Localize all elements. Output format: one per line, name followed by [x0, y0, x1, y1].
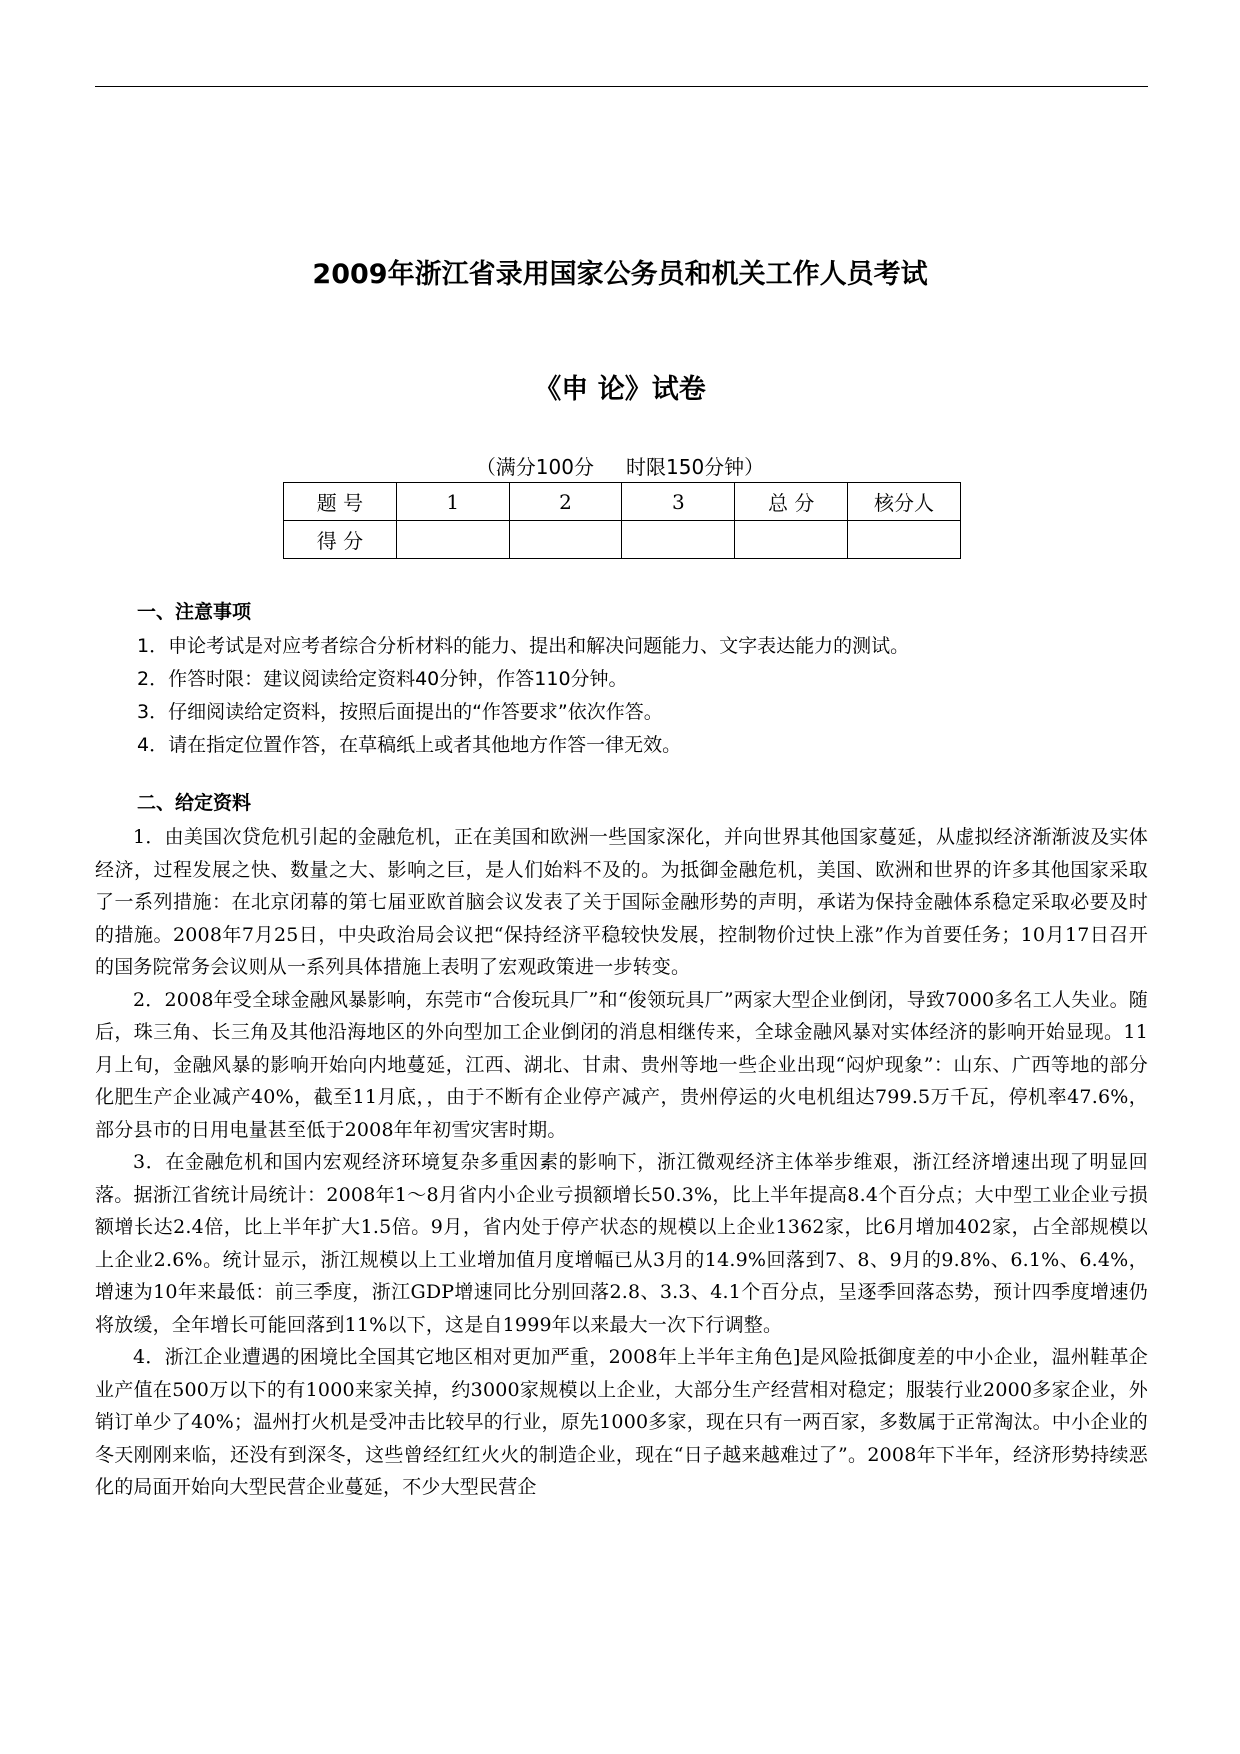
table-cell: 总 分 [735, 483, 848, 521]
material-paragraph: 1．由美国次贷危机引起的金融危机，正在美国和欧洲一些国家深化，并向世界其他国家蔓延，从虚拟经济渐渐波及实体经济，过程发展之快、数量之大、影响之巨，是人们始料不及的。为抵御金融危机，美国、欧洲和世界的许多其他国家采取了一系列措施：在北京闭幕的第七届亚欧首脑会议发表了关于国际金融形势的声明，承诺为保持金融体系稳定采取必要及时的措施。2008年7月25日，中央政治局会议把“保持经济平稳较快发展，控制物价过快上涨”作为首要任务；10月17日召开的国务院常务会议则从一系列具体措施上表明了宏观政策进一步转变。 [95, 826, 1148, 978]
time-limit-text: 时限150分钟） [626, 455, 765, 479]
table-cell: 得 分 [284, 521, 397, 559]
score-cell-2 [509, 521, 622, 559]
full-score-text: （满分100分 [475, 455, 594, 479]
score-table [283, 482, 961, 559]
score-table-header-row [284, 483, 961, 521]
notice-heading: 一、注意事项 [137, 601, 252, 623]
table-cell: 2 [509, 483, 622, 521]
material-paragraph: 3．在金融危机和国内宏观经济环境复杂多重因素的影响下，浙江微观经济主体举步维艰，浙江经济增速出现了明显回落。据浙江省统计局统计：2008年1～8月省内小企业亏损额增长50.3%，比上半年提高8.4个百分点；大中型工业企业亏损额增长达2.4倍，比上半年扩大1.5倍。9月，省内处于停产状态的规模以上企业1362家，比6月增加402家，占全部规模以上企业2.6%。统计显示，浙江规模以上工业增加值月度增幅已从3月的14.9%回落到7、8、9月的9.8%、6.1%、6.4%，增速为10年来最低：前三季度，浙江GDP增速同比分别回落2.8、3.3、4.1个百分点，呈逐季回落态势，预计四季度增速仍将放缓，全年增长可能回落到11%以下，这是自1999年以来最大一次下行调整。 [95, 1151, 1148, 1336]
notice-item: 2．作答时限：建议阅读给定资料40分钟，作答110分钟。 [137, 668, 628, 690]
notice-item: 3．仔细阅读给定资料，按照后面提出的“作答要求”依次作答。 [137, 701, 663, 723]
table-cell: 题 号 [284, 483, 397, 521]
material-paragraph: 2．2008年受全球金融风暴影响，东莞市“合俊玩具厂”和“俊领玩具厂”两家大型企业倒闭，导致7000多名工人失业。随后，珠三角、长三角及其他沿海地区的外向型加工企业倒闭的消息相继传来，全球金融风暴对实体经济的影响开始显现。11月上旬，金融风暴的影响开始向内地蔓延，江西、湖北、甘肃、贵州等地一些企业出现“闷炉现象”：山东、广西等地的部分化肥生产企业减产40%，截至11月底，，由于不断有企业停产减产，贵州停运的火电机组达799.5万千瓦，停机率47.6%，部分县市的日用电量甚至低于2008年年初雪灾害时期。 [95, 988, 1148, 1141]
table-cell: 1 [396, 483, 509, 521]
score-cell-3 [622, 521, 735, 559]
table-cell: 3 [622, 483, 735, 521]
score-table-score-row [284, 521, 961, 559]
materials-body [95, 821, 1148, 1504]
notice-item: 4．请在指定位置作答，在草稿纸上或者其他地方作答一律无效。 [137, 734, 682, 756]
score-cell-checker [848, 521, 961, 559]
score-cell-1 [396, 521, 509, 559]
exam-subtitle: 《申 论》试卷 [534, 374, 706, 405]
material-paragraph: 4．浙江企业遭遇的困境比全国其它地区相对更加严重，2008年上半年主角色]是风险抵御度差的中小企业，温州鞋革企业产值在500万以下的有1000来家关掉，约3000家规模以上企业，大部分生产经营相对稳定；服装行业2000多家企业，外销订单少了40%；温州打火机是受冲击比较早的行业，原先1000多家，现在只有一两百家，多数属于正常淘汰。中小企业的冬天刚刚来临，还没有到深冬，这些曾经红红火火的制造企业，现在“日子越来越难过了”。2008年下半年，经济形势持续恶化的局面开始向大型民营企业蔓延，不少大型民营企 [95, 1346, 1148, 1498]
notice-list [137, 630, 1137, 762]
header-rule [95, 86, 1148, 87]
materials-heading: 二、给定资料 [137, 792, 252, 814]
table-cell: 核分人 [848, 483, 961, 521]
notice-item: 1．申论考试是对应考者综合分析材料的能力、提出和解决问题能力、文字表达能力的测试。 [137, 635, 910, 657]
score-note [0, 451, 1240, 480]
exam-title: 2009年浙江省录用国家公务员和机关工作人员考试 [312, 259, 928, 290]
score-cell-total [735, 521, 848, 559]
